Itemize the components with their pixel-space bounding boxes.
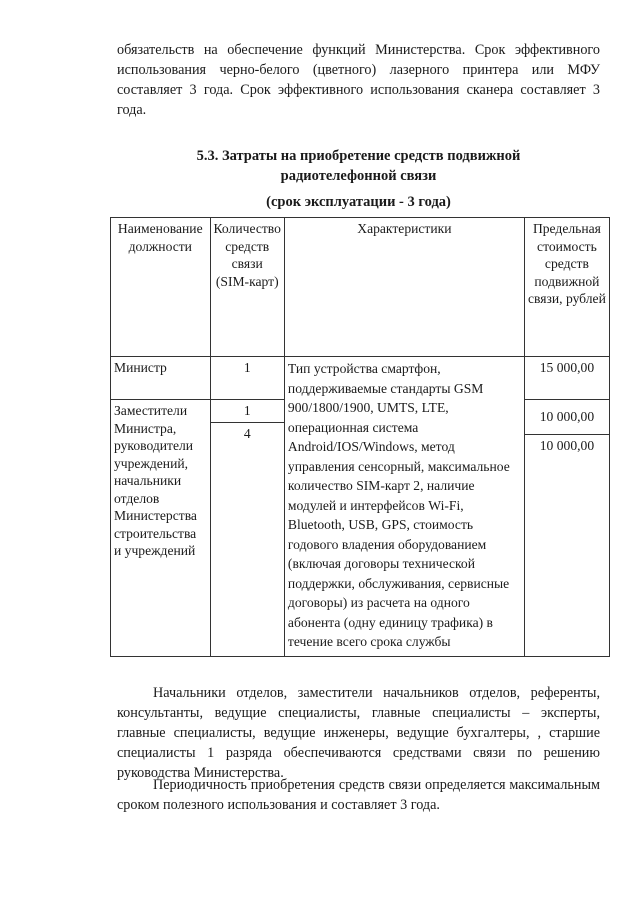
section-subtitle: (срок эксплуатации - 3 года): [266, 194, 451, 210]
row1-quantity: 1: [210, 357, 284, 400]
row2-quantity-a: 1: [211, 400, 284, 423]
header-quantity: Количество средств связи (SIM-карт): [210, 218, 284, 357]
row2-price: [524, 400, 609, 657]
section-title: [117, 146, 600, 186]
intro-paragraph: обязательств на обеспечение функций Министерства. Срок эффективного использования черно-белого (цветного) лазерного принтера или МФУ составляет 3 года. Срок эффективного использования сканера составляет 3 года.: [117, 42, 600, 118]
table-header-row: [111, 218, 610, 357]
row2-price-a: 10 000,00: [525, 400, 609, 435]
row2-quantity-b: 4: [243, 425, 251, 441]
costs-table: [110, 217, 610, 657]
header-position: Наименование должности: [111, 218, 211, 357]
row1-price: 15 000,00: [524, 357, 609, 400]
characteristics-cell: Тип устройства смартфон, поддерживаемые стандарты GSM 900/1800/1900, UMTS, LTE, операционная система Android/IOS/Windows, метод управления сенсорный, максимальное количество SIM-карт 2, наличие модулей и интерфейсов Wi-Fi, Bluetooth, USB, GPS, стоимость годового владения оборудованием (включая договоры технической поддержки, обслуживания, сервисные договоры) из расчета на одного абонента (одну единицу трафика) в течение всего срока службы: [284, 357, 524, 657]
row2-quantity: [210, 400, 284, 657]
row2-position: Заместители Министра, руководители учреждений, начальники отделов Министерства строительства и учреждений: [111, 400, 211, 657]
closing-paragraph: Периодичность приобретения средств связи определяется максимальным сроком полезного использования и составляет 3 года.: [117, 777, 600, 813]
table-row: [111, 357, 610, 400]
row1-position: Министр: [111, 357, 211, 400]
header-price: Предельная стоимость средств подвижной связи, рублей: [524, 218, 609, 357]
header-characteristics: Характеристики: [284, 218, 524, 357]
section-title-line2: радиотелефонной связи: [280, 168, 437, 184]
section-title-line1: 5.3. Затраты на приобретение средств подвижной: [196, 148, 521, 164]
paragraph-after-table: Начальники отделов, заместители начальников отделов, референты, консультанты, ведущие специалисты, главные специалисты – эксперты, главные специалисты, ведущие инженеры, ведущие бухгалтеры, , старшие специалисты 1 разряда обеспечиваются средствами связи по решению руководства Министерства.: [117, 685, 600, 781]
row2-price-b: 10 000,00: [539, 437, 595, 453]
